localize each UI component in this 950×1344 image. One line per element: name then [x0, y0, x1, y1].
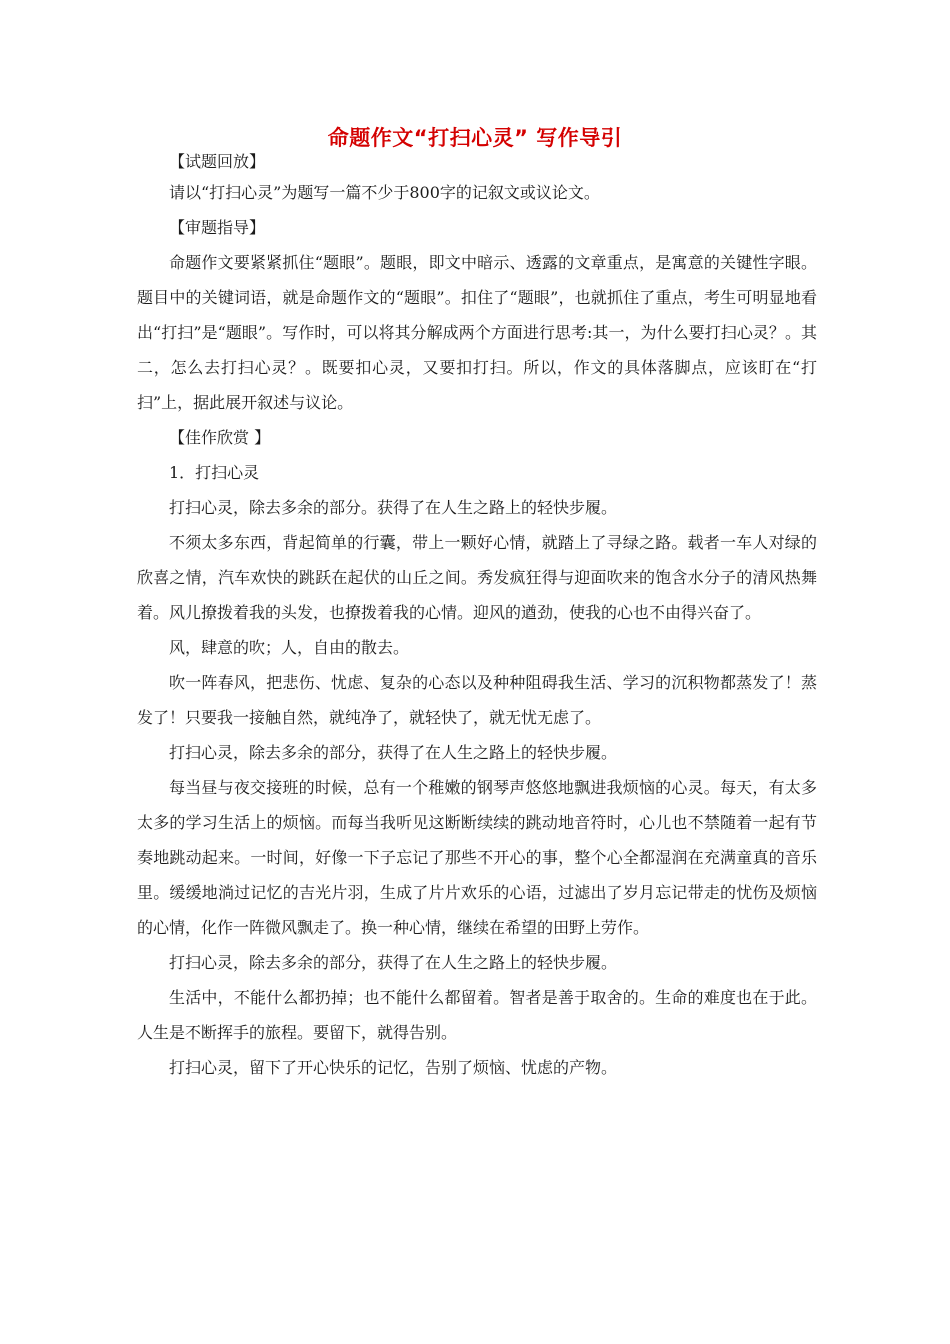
paragraph: 风，肆意的吹；人，自由的散去。 [169, 638, 410, 657]
section-heading-guidance: 【审题指导】 [169, 218, 266, 237]
document-title: 命题作文“打扫心灵” 写作导引 [327, 126, 623, 150]
document-body [137, 148, 817, 1085]
paragraph: 每当昼与夜交接班的时候，总有一个稚嫩的钢琴声悠悠地飘进我烦恼的心灵。每天，有太多太多的学习生活上的烦恼。而每当我听见这断断续续的跳动地音符时，心儿也不禁随着一起有节奏地跳动起来。一时间，好像一下子忘记了那些不开心的事，整个心全都湿润在充满童真的音乐里。缓缓地淌过记忆的吉光片羽，生成了片片欢乐的心语，过滤出了岁月忘记带走的忧伤及烦恼的心情，化作一阵微风飘走了。换一种心情，继续在希望的田野上劳作。 [137, 778, 817, 937]
paragraph: 命题作文要紧紧抓住“题眼”。题眼，即文中暗示、透露的文章重点，是寓意的关键性字眼。题目中的关键词语，就是命题作文的“题眼”。扣住了“题眼”，也就抓住了重点，考生可明显地看出“打扫”是“题眼”。写作时，可以将其分解成两个方面进行思考:其一，为什么要打扫心灵？。其二，怎么去打扫心灵？。既要扣心灵，又要扣打扫。所以，作文的具体落脚点，应该盯在“打扫”上，据此展开叙述与议论。 [137, 253, 817, 412]
essay-title: 1．打扫心灵 [169, 463, 260, 482]
paragraph: 吹一阵春风，把悲伤、忧虑、复杂的心态以及种种阻碍我生活、学习的沉积物都蒸发了！蒸发了！只要我一接触自然，就纯净了，就轻快了，就无忧无虑了。 [137, 673, 817, 727]
paragraph: 打扫心灵，除去多余的部分，获得了在人生之路上的轻快步履。 [169, 953, 618, 972]
paragraph: 生活中，不能什么都扔掉；也不能什么都留着。智者是善于取舍的。生命的难度也在于此。人生是不断挥手的旅程。要留下，就得告别。 [137, 988, 817, 1042]
paragraph: 打扫心灵，除去多余的部分，获得了在人生之路上的轻快步履。 [169, 743, 618, 762]
paragraph: 不须太多东西，背起简单的行囊，带上一颗好心情，就踏上了寻绿之路。载者一车人对绿的欣喜之情，汽车欢快的跳跃在起伏的山丘之间。秀发疯狂得与迎面吹来的饱含水分子的清风热舞着。风儿撩拨着我的头发，也撩拨着我的心情。迎风的遒劲，使我的心也不由得兴奋了。 [137, 533, 817, 622]
section-heading-appreciation: 【佳作欣赏 】 [169, 428, 271, 447]
section-heading-question: 【试题回放】 [169, 152, 266, 171]
paragraph: 打扫心灵，留下了开心快乐的记忆，告别了烦恼、忧虑的产物。 [169, 1058, 618, 1077]
paragraph: 请以“打扫心灵”为题写一篇不少于800字的记叙文或议论文。 [169, 183, 600, 202]
paragraph: 打扫心灵，除去多余的部分。获得了在人生之路上的轻快步履。 [169, 498, 618, 517]
